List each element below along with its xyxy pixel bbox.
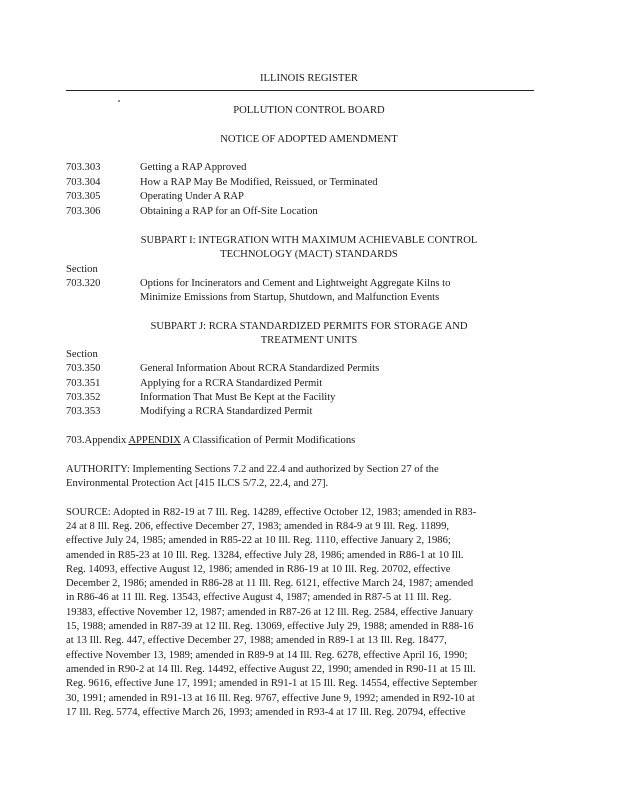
appendix-prefix: 703.Appendix: [66, 435, 129, 446]
appendix-suffix: A Classification of Permit Modifications: [180, 435, 356, 446]
section-title: General Information About RCRA Standardized Permits: [140, 363, 380, 374]
section-number: 703.305: [66, 191, 101, 202]
section-title: Information That Must Be Kept at the Facility: [140, 392, 336, 403]
section-title: Modifying a RCRA Standardized Permit: [140, 406, 313, 417]
section-number: 703.350: [66, 363, 101, 374]
section-title: How a RAP May Be Modified, Reissued, or Terminated: [140, 177, 378, 188]
source-line: SOURCE: Adopted in R82-19 at 7 Ill. Reg. 14289, effective October 12, 1983; amended in R83-: [66, 507, 477, 518]
scan-speck: [118, 100, 120, 102]
source-line: 24 at 8 Ill. Reg. 206, effective December 27, 1983; amended in R84-9 at 9 Ill. Reg. 11899,: [66, 521, 450, 532]
source-line: amended in R90-2 at 14 Ill. Reg. 14492, effective August 22, 1990; amended in R90-11 at 15 Ill.: [66, 664, 476, 675]
section-number: 703.320: [66, 278, 101, 289]
section-number: 703.351: [66, 378, 101, 389]
section-label: Section: [66, 349, 98, 360]
source-line: in R86-46 at 11 Ill. Reg. 13543, effective August 4, 1987; amended in R87-5 at 11 Ill. Reg.: [66, 592, 452, 603]
section-title: Obtaining a RAP for an Off-Site Location: [140, 206, 318, 217]
appendix-underlined: APPENDIX: [128, 435, 181, 446]
section-number: 703.352: [66, 392, 101, 403]
board-title: POLLUTION CONTROL BOARD: [233, 105, 385, 116]
source-line: Reg. 9616, effective June 17, 1991; amended in R91-1 at 15 Ill. Reg. 14554, effective September: [66, 678, 478, 689]
section-label: Section: [66, 264, 98, 275]
section-number: 703.306: [66, 206, 101, 217]
subpart-i-heading: SUBPART I: INTEGRATION WITH MAXIMUM ACHIEVABLE CONTROL: [140, 235, 478, 246]
section-title: Operating Under A RAP: [140, 191, 244, 202]
appendix-line: [66, 434, 355, 447]
section-title: Options for Incinerators and Cement and Lightweight Aggregate Kilns to: [140, 278, 451, 289]
subpart-i-heading-cont: TECHNOLOGY (MACT) STANDARDS: [220, 249, 398, 260]
section-number: 703.304: [66, 177, 101, 188]
register-title: ILLINOIS REGISTER: [260, 73, 358, 84]
source-line: effective July 24, 1985; amended in R85-22 at 10 Ill. Reg. 1110, effective January 2, 1986;: [66, 535, 451, 546]
section-number: 703.353: [66, 406, 101, 417]
subpart-j-heading-cont: TREATMENT UNITS: [260, 335, 358, 346]
source-line: amended in R85-23 at 10 Ill. Reg. 13284, effective July 28, 1986; amended in R86-1 at 10 Ill.: [66, 550, 464, 561]
section-title: Getting a RAP Approved: [140, 162, 247, 173]
section-title: Applying for a RCRA Standardized Permit: [140, 378, 323, 389]
source-line: Reg. 14093, effective August 12, 1986; amended in R86-19 at 10 Ill. Reg. 20702, effective: [66, 564, 451, 575]
source-line: 15, 1988; amended in R87-39 at 12 Ill. Reg. 13069, effective July 29, 1988; amended in R88-16: [66, 621, 474, 632]
section-title-cont: Minimize Emissions from Startup, Shutdown, and Malfunction Events: [140, 292, 440, 303]
section-number: 703.303: [66, 162, 101, 173]
source-line: 30, 1991; amended in R91-13 at 16 Ill. Reg. 9767, effective June 9, 1992; amended in R92-10 at: [66, 693, 475, 704]
authority-line-cont: Environmental Protection Act [415 ILCS 5/7.2, 22.4, and 27].: [66, 478, 329, 489]
source-line: 19383, effective November 12, 1987; amended in R87-26 at 12 Ill. Reg. 2584, effective January: [66, 607, 474, 618]
source-line: effective November 13, 1989; amended in R89-9 at 14 Ill. Reg. 6278, effective April 16, 1990;: [66, 650, 468, 661]
notice-title: NOTICE OF ADOPTED AMENDMENT: [220, 134, 398, 145]
subpart-j-heading: SUBPART J: RCRA STANDARDIZED PERMITS FOR STORAGE AND: [150, 321, 468, 332]
header-rule: [66, 90, 534, 91]
source-line: at 13 Ill. Reg. 447, effective December 27, 1988; amended in R89-1 at 13 Ill. Reg. 18477,: [66, 635, 447, 646]
source-line: December 2, 1986; amended in R86-28 at 11 Ill. Reg. 6121, effective March 24, 1987; amended: [66, 578, 474, 589]
authority-line: AUTHORITY: Implementing Sections 7.2 and 22.4 and authorized by Section 27 of the: [66, 464, 439, 475]
source-line: 17 Ill. Reg. 5774, effective March 26, 1993; amended in R93-4 at 17 Ill. Reg. 20794, effective: [66, 707, 466, 718]
